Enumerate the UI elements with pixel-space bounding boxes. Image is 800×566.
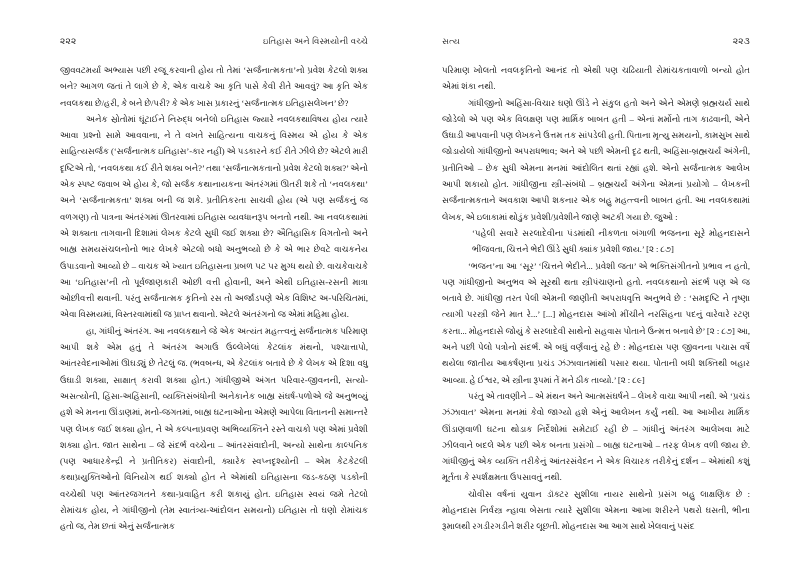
left-page-folio: ૨૨૨: [60, 36, 77, 46]
left-page-textblock: [60, 62, 368, 535]
right-page-folio: ૨૨૩: [732, 36, 750, 46]
paragraph: પરંતુ એ તાવણીને – એ મંથન અને આત્મસંઘર્ષને – લેખકે વાચા આપી નથી. એ ‘પ્રચંડ ઝંઝાવાત’ એમના મનમાં કેવો જાગ્યો હશે એનું આલેખન કર્યું નથી. આ આખીય માર્મિક ઊંડાણવાળી ઘટના થોડાક નિર્દેશોમાં સમેટાઈ રહી છે – ગાંધીનું અંતરંગ આલેખવા માટે ઝીલવાને બદલે એક પછી એક બનતા પ્રસંગો – બાહ્ય ઘટનાઓ – તરફ લેખક વળી જાય છે. ગાંધીજીનું એક વ્યક્તિ તરીકેનું આંતરસંવેદન ને એક વિચારક તરીકેનું દર્શન – એમાંથી કશું મૂર્તતા કે સ્પર્શક્ષમતા ઉપસાવતું નથી.: [442, 390, 750, 483]
block-quotation: ‘પહેલી સવારે સરલાદેવીના પંડમાંથી નીકળતા બંગાળી ભજનના સૂરે મોહનદાસને ભીંજવતા, ચિત્તને ભેદી ઊંડે સુધી ક્યાંક પ્રવેશી જાય.’ [૨ : ૮૭]: [472, 227, 750, 255]
right-page-running-head: [442, 36, 750, 54]
right-page-head-title: સત્ય: [442, 36, 460, 46]
right-page-textblock: [442, 62, 750, 535]
paragraph: ચોવીસ વર્ષનાં યુવાન ડૉક્ટર સુશીલા નાયર સાથેનો પ્રસંગ બહુ લાક્ષણિક છે : મોહનદાસ નિર્વસ્ત્ર ન્હાવા બેસતા ત્યારે સુશીલા એમના આખા શરીરને પથરો ઘસતી, ભીના રૂમાલથી રગડીરગડીને શરીર લૂછતી. મોહનદાસ આ આગ સાથે ખેલવાનું પસંદ: [442, 488, 750, 532]
paragraph: ‘ભજન’ના આ ‘સૂર’ ‘ચિત્તને ભેદીને... પ્રવેશી જતા’ એ ભક્તિસંગીતનો પ્રભાવ ન હતો, પણ ગાંધીજીનો અનુભવ એ સૂરથી થતા સ્ત્રીપંચાણનો હતો. નવલકથાનો સંદર્ભ પણ એ જ બતાવે છે. ગાંધીજી તરત પેલી એમની જાણીતી અપરાધવૃત્તિ અનુભવે છે : ‘સમદૃષ્ટિ ને તૃષ્ણા ત્યાગી પરસ્ત્રી જેને માત રે...’ [...] મોહનદાસ આંખો મીંચીને નરસિંહના પદનું વારેવારે રટણ કરતા... મોહનદાસે જોયું કે સરલાદેવી સાથેનો સહવાસ પોતાને ઉન્મત્ત બનાવે છે’ [૨ : ૮૭] આ, અને પછી પેલો પત્રોનો સંદર્ભ. એ બધું વર્ણવાનું રહે છે : મોહનદાસ પણ જીવનના પચાસ વર્ષે થયેલા જાતીય આકર્ષણના પ્રચંડ ઝંઝાવાતમાંથી પસાર થયા. પોતાની બધી શક્તિથી બહાર આવ્યા. હે ઈશ્વર, એ સ્ત્રીના રૂપમાં તેં મને ઠીક તાવ્યો.’ [૨ : ૮૯]: [442, 260, 751, 385]
paragraph: અનેક સ્રોતોમાં ઘૂંટાઈને નિરુદ્ધ બનેલો ઇતિહાસ જ્યારે નવલકથાવિષય હોય ત્યારે આવા પ્રશ્નો સામે આવવાના, ને તે વખતે સાહિત્યના વાચકનું વિસ્મય એ હોય કે એક સાહિત્યસર્જક (‘સર્જનાત્મક ઇતિહાસ’-કાર નહીં) એ પડકારને કઈ રીતે ઝીલે છે? એટલે મારી દૃષ્ટિએ તો, ‘નવલકથા કઈ રીતે શક્ય બને?’ તથા ‘સર્જનાત્મકતાનો પ્રવેશ કેટલો શક્ય?’ એનો એક સ્પષ્ટ જવાબ એ હોય કે, જો સર્જક કથાનાયકના અંતરંગમાં ઊતરી શકે તો ‘નવલકથા’ અને ‘સર્જનાત્મકતા’ શક્ય બની જ શકે. પ્રતીતિકરતા સાચવી હોય (એ પણ સર્જકનું જ વળગણ) તો પાત્રના અંતરંગમાં ઊતરવામાં ઇતિહાસ વ્યવધાનરૂપ બનતો નથી. આ નવલકથામાં એ શક્યતા તાગવાની દિશામાં લેખક કેટલે સુધી જઈ શક્યા છે? ઐતિહાસિક વિગતોનો અને બાહ્ય સમયસંચલનોનો ભાર લેખકે એટલો બધો અનુભવ્યો છે કે એ ભાર છેવટે વાચકનેય ઉપાડવાનો આવ્યો છે – વાચક એ ખ્યાત ઇતિહાસના પ્રબળ પટ પર મુગ્ધ થયો છે. વાચકેવાચકે આ ‘ઇતિહાસ’ની તો પૂર્વજાણકારી ઓછી વત્તી હોવાની, અને એથી ઇતિહાસ-રસની માત્રા ઓછીવત્તી થવાની. પરંતુ સર્જનાત્મક કૃતિનો રસ તો અર્જાડપણે એક વિશિષ્ટ અ-પરિચિતમાં, એવા વિસ્મયમાં, વિસ્તરવામાંથી જ પ્રાપ્ત થવાનો. એટલે અંતરંગનો જ એમાં મહિમા હોય.: [60, 113, 368, 320]
left-page-head-title: ઇતિહાસ અને વિસ્મયોની વચ્ચે: [262, 36, 368, 46]
left-page-running-head: [60, 36, 368, 54]
paragraph: પરિમાણ ખોલતો નવલકૃતિનો આનંદ તો એથી પણ ચઢિયાતી રોમાંચકતાવાળો બન્યો હોત એમાં શંકા નથી.: [442, 65, 750, 92]
right-page: [400, 0, 800, 566]
paragraph: ગાંધીજીનો અહિંસા-વિચાર ઘણો ઊંડે ને સંકુલ હતો અને એને એમણે બ્રહ્મચર્ય સાથે જોડેલો એ પણ એક વિલક્ષણ પણ માર્મિક બાબત હતી – એનાં મર્મોનો તાગ કાઢવાની, એને ઉઘાડી આપવાની પણ લેખકને ઉત્તમ તક સાંપડેલી હતી. પિતાના મૃત્યુ સમયનો, કામસુખ સાથે જોડાયેલો ગાંધીજીનો અપરાધભાવ; અને એ પછી એમની દૃઢ થતી, અહિંસા-બ્રહ્મચર્ય અંગેની, પ્રતીતિઓ – છેક સુધી એમના મનમાં આંદોલિત થતાં રહ્યાં હશે. એનો સર્જનાત્મક આલેખ આપી શકાયો હોત. ગાંધીજીના સ્ત્રી-સંબંધો – બ્રહ્મચર્ય અંગેના એમનાં પ્રયોગો – લેખકની સર્જનાત્મકતાને અવકાશ આપી શકનાર એક બહુ મહત્ત્વની બાબત હતી. આ નવલકથામાં લેખક, એ ઇલાકામાં થોડુંક પ્રવેશી/પ્રવેશીને જાણે અટકી ગયા છે. જુઓ :: [442, 97, 750, 222]
paragraph: હા, ગાંધીનું અંતરંગ. આ નવલકથાને જે એક અત્યંત મહત્ત્વનું સર્જનાત્મક પરિમાણ આપી શકે એમ હતું તે અંતરંગ અગાઉ ઉલ્લેખેલાં કેટલાંક મંથનો, પશ્ચાત્તાપો, આંતરવેદનાઓમાં ઊઘડ્યું છે તેટલું જ. (ભવબન્ધ, એ કેટલાંક બતાવે છે કે લેખક એ દિશા વધુ ઉઘાડી શક્યા, સાક્ષાત્ કરાવી શક્યા હોત.) ગાંધીજીએ અંગત પરિવાર-જીવનની, સત્યો-અસત્યોની, હિંસા-અહિંસાની, વ્યક્તિસંબંધોની અનેકાનેક બાહ્ય સંઘર્ષ-પળોએ જે અનુભવ્યું હશે એ મનના ઊંડાણમાં, મનો-જગતમાં, બાહ્ય ઘટનાઓના એમણે આપેલા વિતાનની સમાન્તરે પણ લેખક જઈ શક્યા હોત, ને એ કલ્પનાપ્રવણ અભિવ્યક્તિને રસ્તે વાચકો પણ એમાં પ્રવેશી શક્યા હોત. જાત સાથેના – જે સંદર્ભ વચ્ચેના – આંતરસંવાદોની, અન્યો સાથેના કાલ્પનિક (પણ આધારકેન્દ્રી ને પ્રતીતિકર) સંવાદોની, ક્યારેક સ્વપ્નદૃશ્યોની – એમ કેટકેટલી કથાપ્રયુક્તિઓનો વિનિયોગ થઈ શક્યો હોત ને એમાંથી ઇતિહાસના જડ-કઠણ પડકોની વચ્ચેથી પણ આંતરજગતને કથા-પ્રવાહિત કરી શકાયું હોત. ઇતિહાસ સ્વયં જમે તેટલો રોમાંચક હોય, ને ગાંધીજીનો (તેમ સ્વાતંત્ર્ય-આંદોલન સમયનો) ઇતિહાસ તો ઘણો રોમાંચક હતો જ, તેમ છતાં એનું સર્જનાત્મક: [60, 325, 368, 532]
paragraph: જીવવટમર્યા અભ્યાસ પછી રજૂ કરવાની હોય તો તેમાં ‘સર્જનાત્મકતા’નો પ્રવેશ કેટલો શક્ય બને? આગળ જતાં તે લાગે છે કે, એક વાચકે આ કૃતિ પાસે કેવી રીતે આવવું? આ કૃતિ એક નવલકથા છે‌/હરી, કે બને છે‌/પરી? કે એક ખાસ પ્રકારનું ‘સર્જનાત્મક ઇતિહાસલેખન’ છે?: [60, 65, 368, 108]
